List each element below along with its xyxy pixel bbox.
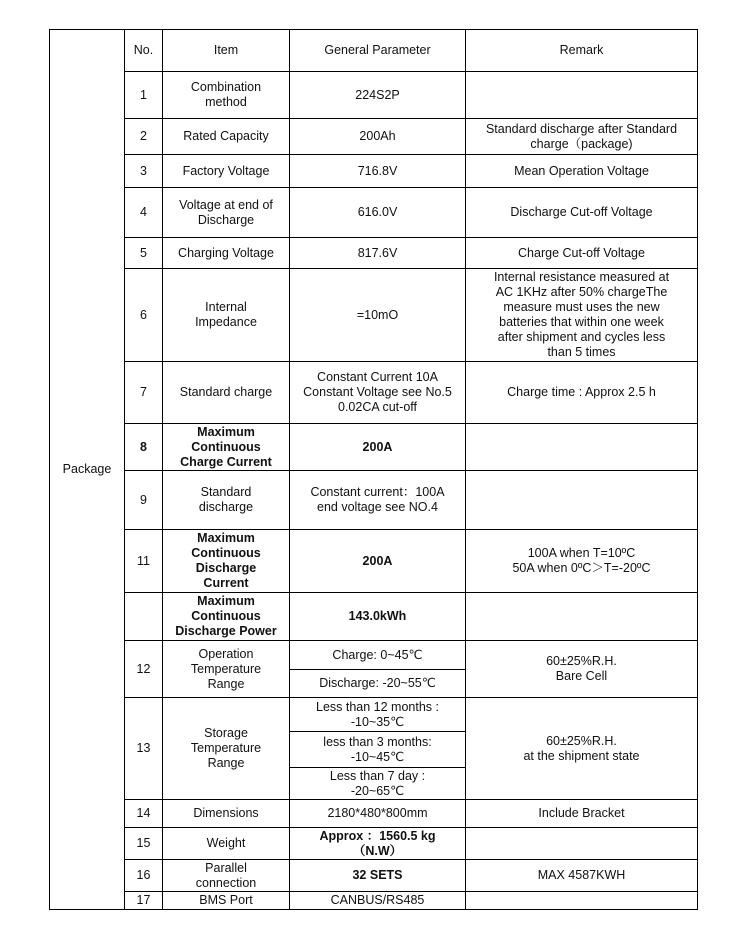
row-no: 5 — [125, 238, 163, 269]
header-remark: Remark — [466, 30, 698, 72]
row-param: Charge: 0~45℃ — [290, 641, 466, 670]
row-item: Standard discharge — [163, 471, 290, 530]
row-no: 9 — [125, 471, 163, 530]
row-no: 2 — [125, 119, 163, 155]
row-item: Maximum Continuous Discharge Current — [163, 530, 290, 593]
row-no: 11 — [125, 530, 163, 593]
row-item: Operation Temperature Range — [163, 641, 290, 698]
row-remark — [466, 471, 698, 530]
section-label: Package — [50, 30, 125, 910]
table-row — [50, 593, 698, 641]
row-no: 7 — [125, 362, 163, 424]
row-param: CANBUS/RS485 — [290, 892, 466, 910]
table-row — [50, 860, 698, 892]
table-row — [50, 641, 698, 670]
row-param: 200A — [290, 424, 466, 471]
header-general-parameter: General Parameter — [290, 30, 466, 72]
row-no: 1 — [125, 72, 163, 119]
row-no: 4 — [125, 188, 163, 238]
table-row — [50, 155, 698, 188]
row-param: 716.8V — [290, 155, 466, 188]
row-param: 200Ah — [290, 119, 466, 155]
row-param: =10mO — [290, 269, 466, 362]
row-param: Constant Current 10A Constant Voltage see No.5 0.02CA cut-off — [290, 362, 466, 424]
table-row — [50, 119, 698, 155]
table-row — [50, 800, 698, 828]
row-item: Rated Capacity — [163, 119, 290, 155]
row-param: 32 SETS — [290, 860, 466, 892]
row-item: Voltage at end of Discharge — [163, 188, 290, 238]
row-remark: Internal resistance measured at AC 1KHz after 50% chargeThe measure must uses the new batteries that within one week after shipment and cycles less than 5 times — [466, 269, 698, 362]
row-no: 13 — [125, 698, 163, 800]
table-row — [50, 892, 698, 910]
row-item: Weight — [163, 828, 290, 860]
row-item: BMS Port — [163, 892, 290, 910]
row-remark: Standard discharge after Standard charge（package) — [466, 119, 698, 155]
row-remark — [466, 828, 698, 860]
row-remark: MAX 4587KWH — [466, 860, 698, 892]
row-no: 16 — [125, 860, 163, 892]
row-no: 6 — [125, 269, 163, 362]
row-remark — [466, 424, 698, 471]
header-item: Item — [163, 30, 290, 72]
row-no — [125, 593, 163, 641]
table-row — [50, 72, 698, 119]
table-row — [50, 188, 698, 238]
row-item: Internal Impedance — [163, 269, 290, 362]
row-param: Approx ：1560.5 kg （N.W） — [290, 828, 466, 860]
row-item: Combination method — [163, 72, 290, 119]
row-param: 224S2P — [290, 72, 466, 119]
row-remark: 100A when T=10ºC 50A when 0ºC＞T=-20ºC — [466, 530, 698, 593]
row-param: 200A — [290, 530, 466, 593]
row-param: Less than 12 months : -10~35℃ — [290, 698, 466, 732]
row-no: 8 — [125, 424, 163, 471]
row-param: less than 3 months: -10~45℃ — [290, 732, 466, 768]
header-row — [50, 30, 698, 72]
row-param: 817.6V — [290, 238, 466, 269]
table-row — [50, 530, 698, 593]
row-param: 616.0V — [290, 188, 466, 238]
row-no: 15 — [125, 828, 163, 860]
row-no: 17 — [125, 892, 163, 910]
row-param: Discharge: -20~55℃ — [290, 670, 466, 698]
row-item: Factory Voltage — [163, 155, 290, 188]
row-remark — [466, 72, 698, 119]
row-item: Dimensions — [163, 800, 290, 828]
row-item: Charging Voltage — [163, 238, 290, 269]
table-row — [50, 471, 698, 530]
table-row — [50, 698, 698, 732]
row-param: Constant current：100A end voltage see NO.4 — [290, 471, 466, 530]
row-param: 2180*480*800mm — [290, 800, 466, 828]
row-remark: Discharge Cut-off Voltage — [466, 188, 698, 238]
row-no: 12 — [125, 641, 163, 698]
spec-table — [49, 29, 698, 910]
row-remark — [466, 593, 698, 641]
table-row — [50, 828, 698, 860]
header-no: No. — [125, 30, 163, 72]
row-remark: 60±25%R.H. at the shipment state — [466, 698, 698, 800]
row-remark: Charge Cut-off Voltage — [466, 238, 698, 269]
table-row — [50, 362, 698, 424]
row-item: Maximum Continuous Discharge Power — [163, 593, 290, 641]
row-item: Parallel connection — [163, 860, 290, 892]
table-row — [50, 424, 698, 471]
row-item: Maximum Continuous Charge Current — [163, 424, 290, 471]
row-item: Standard charge — [163, 362, 290, 424]
row-no: 3 — [125, 155, 163, 188]
row-remark: 60±25%R.H. Bare Cell — [466, 641, 698, 698]
row-item: Storage Temperature Range — [163, 698, 290, 800]
row-no: 14 — [125, 800, 163, 828]
row-remark: Include Bracket — [466, 800, 698, 828]
row-remark — [466, 892, 698, 910]
row-param: 143.0kWh — [290, 593, 466, 641]
table-row — [50, 238, 698, 269]
row-remark: Charge time : Approx 2.5 h — [466, 362, 698, 424]
row-param: Less than 7 day : -20~65℃ — [290, 768, 466, 800]
table-row — [50, 269, 698, 362]
row-remark: Mean Operation Voltage — [466, 155, 698, 188]
